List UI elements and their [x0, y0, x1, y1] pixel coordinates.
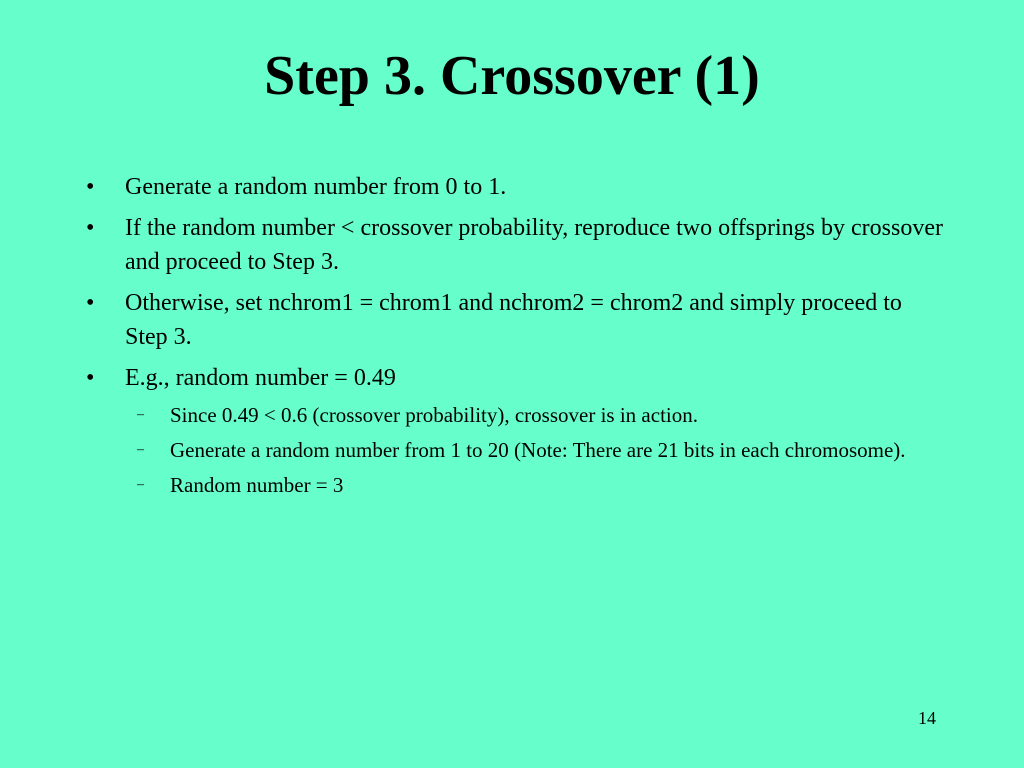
sub-bullet-text: Random number = 3	[170, 473, 344, 497]
sub-bullet-item-2	[125, 434, 946, 466]
bullet-icon: •	[86, 365, 95, 391]
page-number: 14	[918, 708, 936, 728]
bullet-item-2	[86, 211, 946, 279]
bullet-text: Generate a random number from 0 to 1.	[125, 174, 507, 200]
bullet-item-1	[86, 170, 946, 204]
bullet-list	[86, 170, 946, 501]
bullet-text: If the random number < crossover probability, reproduce two offsprings by crossover and proceed to Step 3.	[125, 215, 943, 275]
slide-title: Step 3. Crossover (1)	[264, 45, 760, 107]
slide-content	[86, 170, 946, 508]
dash-icon: –	[137, 442, 144, 457]
sub-bullet-list	[125, 399, 946, 501]
bullet-item-3	[86, 286, 946, 354]
sub-bullet-text: Since 0.49 < 0.6 (crossover probability), crossover is in action.	[170, 403, 698, 427]
bullet-icon: •	[86, 174, 95, 200]
bullet-item-4	[86, 361, 946, 501]
sub-bullet-item-1	[125, 399, 946, 431]
bullet-icon: •	[86, 215, 95, 241]
bullet-text: E.g., random number = 0.49	[125, 365, 396, 391]
dash-icon: –	[137, 407, 144, 422]
dash-icon: –	[137, 477, 144, 492]
sub-bullet-text: Generate a random number from 1 to 20 (Note: There are 21 bits in each chromosome).	[170, 438, 906, 462]
bullet-icon: •	[86, 290, 95, 316]
sub-bullet-item-3	[125, 469, 946, 501]
bullet-text: Otherwise, set nchrom1 = chrom1 and nchrom2 = chrom2 and simply proceed to Step 3.	[125, 290, 902, 350]
